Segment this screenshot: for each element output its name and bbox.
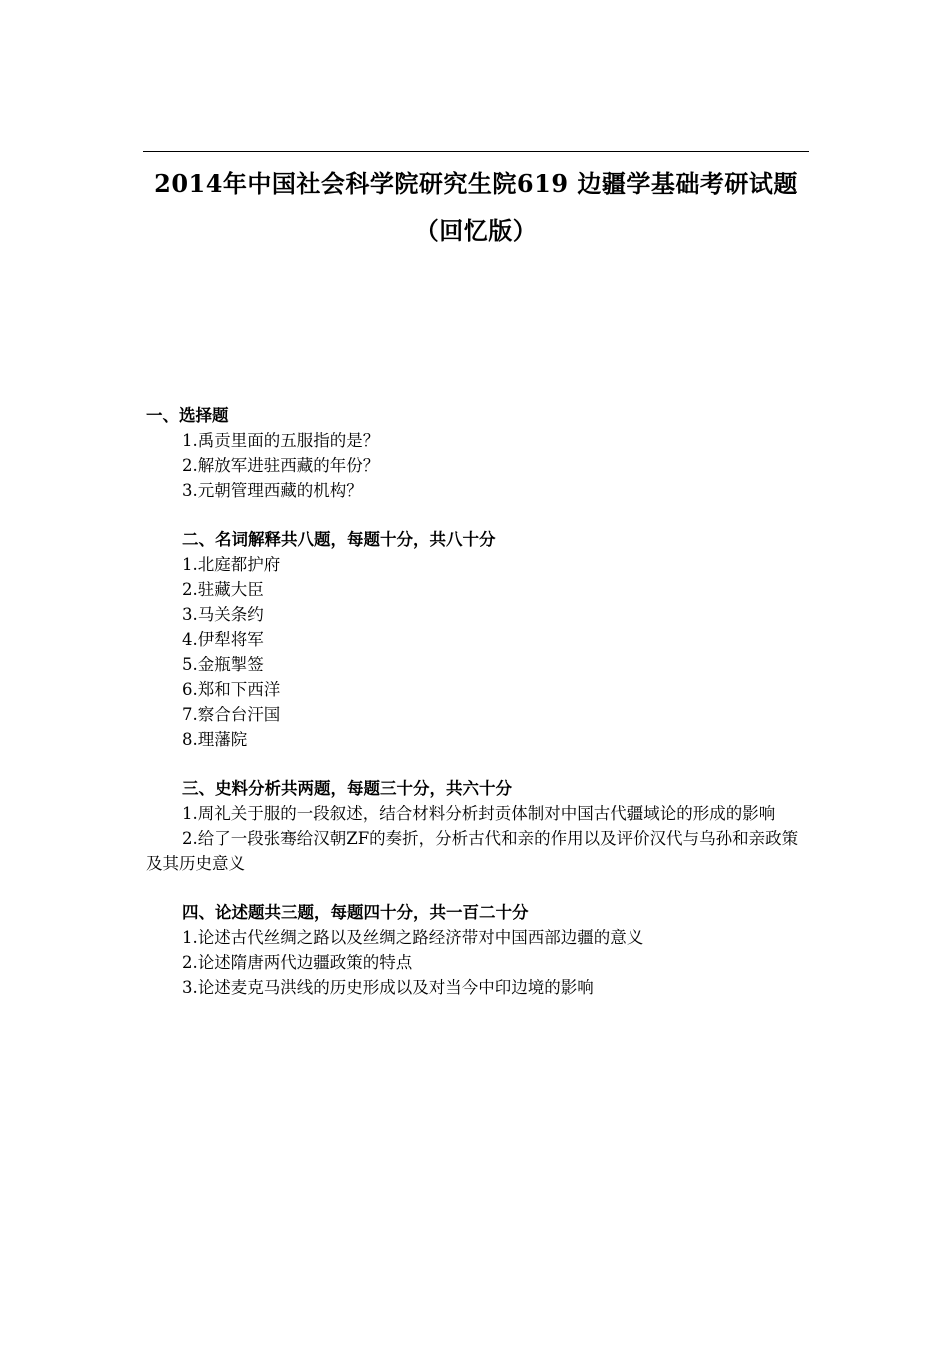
question-paragraph: 1.周礼关于服的一段叙述，结合材料分析封贡体制对中国古代疆域论的形成的影响 (182, 804, 776, 823)
header-rule (143, 151, 809, 152)
document-body (146, 403, 814, 1024)
question-item: 7.察合台汗国 (182, 705, 281, 724)
section-heading: 一、选择题 (146, 406, 229, 425)
section-essay (146, 900, 814, 1000)
section-multiple-choice (146, 403, 814, 503)
question-item: 2.论述隋唐两代边疆政策的特点 (182, 953, 413, 972)
question-item: 1.北庭都护府 (182, 555, 281, 574)
question-item: 8.理藩院 (182, 730, 248, 749)
question-paragraph: 2.给了一段张骞给汉朝ZF的奏折，分析古代和亲的作用以及评价汉代与乌孙和亲政策及其历史意义 (146, 829, 799, 873)
question-item: 1.论述古代丝绸之路以及丝绸之路经济带对中国西部边疆的意义 (182, 928, 644, 947)
document-subtitle: （回忆版） (414, 216, 538, 245)
question-item: 6.郑和下西洋 (182, 680, 281, 699)
question-item: 3.论述麦克马洪线的历史形成以及对当今中印边境的影响 (182, 978, 594, 997)
question-item: 4.伊犁将军 (182, 630, 264, 649)
section-heading: 三、史料分析共两题，每题三十分，共六十分 (182, 779, 512, 798)
section-term-explanation (146, 527, 814, 752)
question-item: 5.金瓶掣签 (182, 655, 264, 674)
document-title: 2014年中国社会科学院研究生院619 边疆学基础考研试题 (154, 169, 798, 198)
question-item: 2.驻藏大臣 (182, 580, 264, 599)
question-item: 3.马关条约 (182, 605, 264, 624)
question-item: 3.元朝管理西藏的机构？ (182, 481, 363, 500)
question-item: 2.解放军进驻西藏的年份？ (182, 456, 380, 475)
question-item: 1.禹贡里面的五服指的是？ (182, 431, 380, 450)
section-heading: 四、论述题共三题，每题四十分，共一百二十分 (182, 903, 529, 922)
section-source-analysis (146, 776, 814, 876)
section-heading: 二、名词解释共八题，每题十分，共八十分 (182, 530, 496, 549)
